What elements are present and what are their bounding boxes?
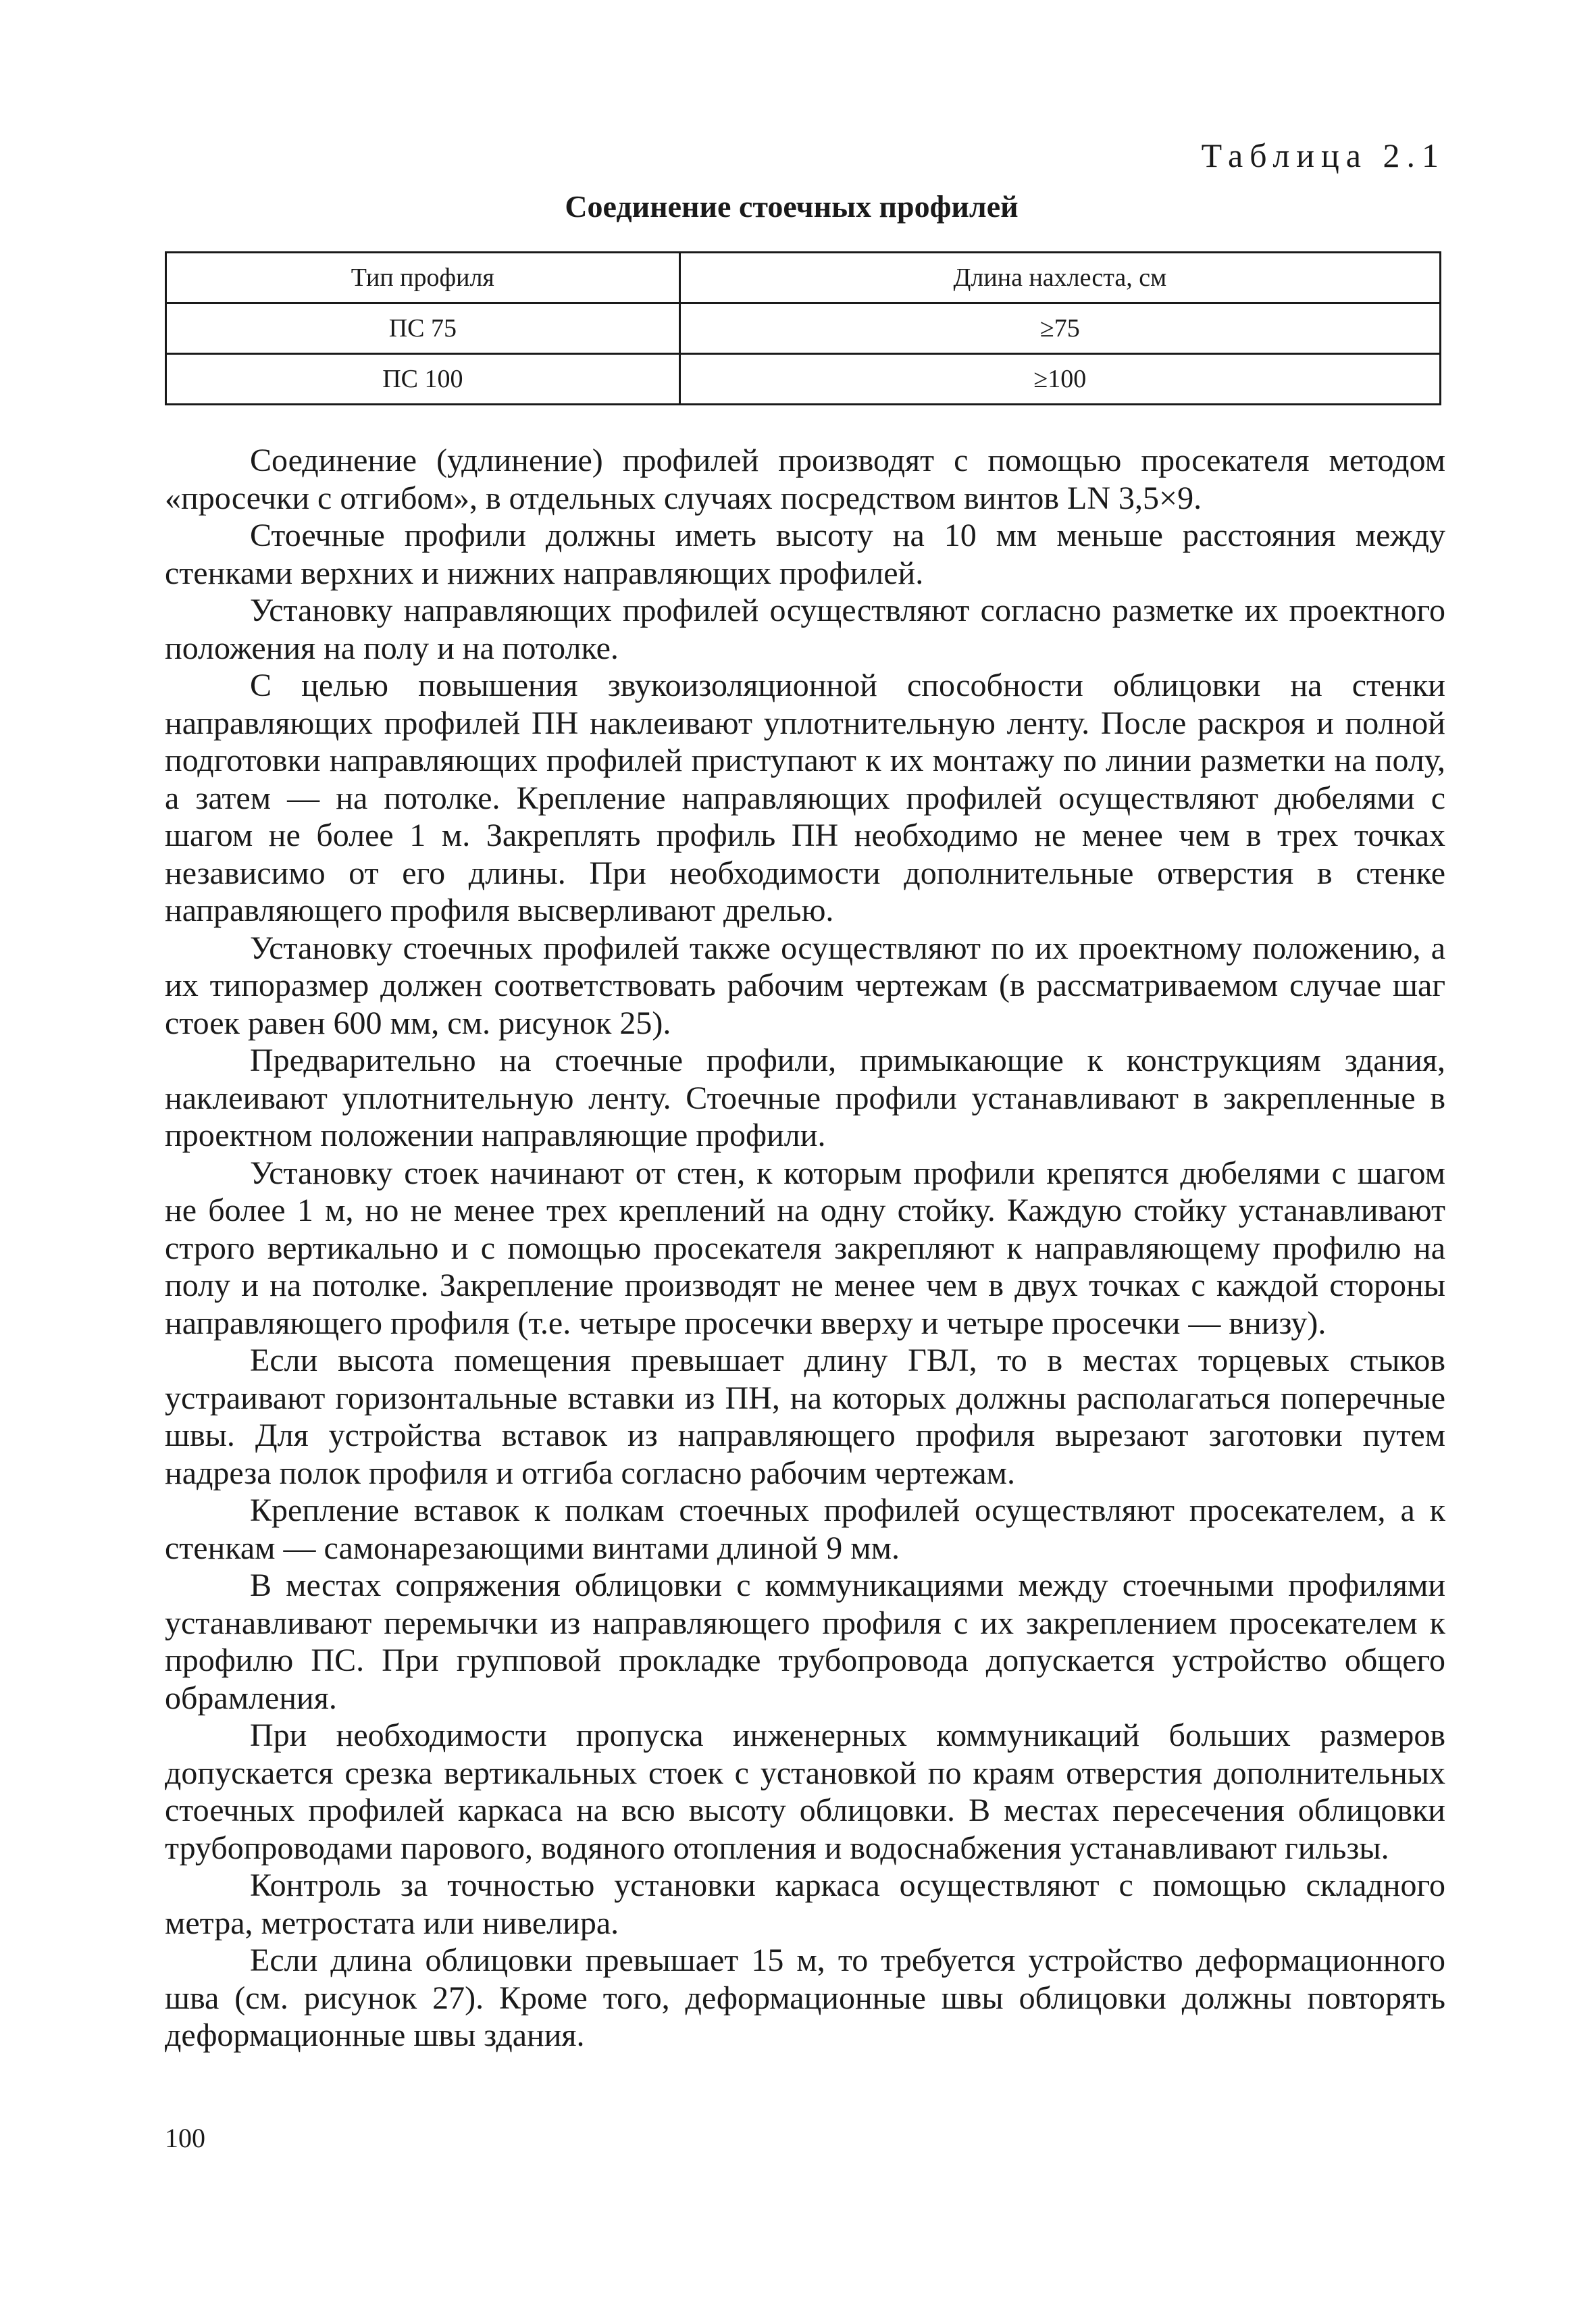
paragraph: Крепление вставок к полкам стоечных профилей осуществляют просекателем, а к стенкам — самонарезающими винтами длиной 9 мм. [165, 1492, 1445, 1566]
table-cell-profile-type: ПС 75 [166, 303, 680, 354]
table-number: Таблица 2.1 [1201, 136, 1445, 174]
table-row [166, 303, 1441, 354]
paragraph: Стоечные профили должны иметь высоту на 10 мм меньше расстояния между стенками верхних и нижних направляющих профилей. [165, 518, 1445, 591]
paragraph: Контроль за точностью установки каркаса осуществляют с помощью складного метра, метростата или нивелира. [165, 1867, 1445, 1941]
paragraph: При необходимости пропуска инженерных коммуникаций больших размеров допускается срезка вертикальных стоек с установкой по краям отверстия дополнительных стоечных профилей каркаса на всю высоту облицовки. В местах пересечения облицовки трубопроводами парового, водяного отопления и водоснабжения устанавливают гильзы. [165, 1717, 1445, 1866]
table-row [166, 354, 1441, 405]
paragraph: Установку стоечных профилей также осуществляют по их проектному положению, а их типоразмер должен соответствовать рабочим чертежам (в рассматриваемом случае шаг стоек равен 600 мм, см. рисунок 25). [165, 930, 1445, 1041]
paragraph: С целью повышения звукоизоляционной способности облицовки на стенки направляющих профилей ПН наклеивают уплотнительную ленту. После раскроя и полной подготовки направляющих профилей приступают к их монтажу по линии разметки на полу, а затем — на потолке. Крепление направляющих профилей осуществляют дюбелями с шагом не более 1 м. Закреплять профиль ПН необходимо не менее чем в трех точках независимо от его длины. При необходимости дополнительные отверстия в стенке направляющего профиля высверливают дрелью. [165, 668, 1445, 928]
paragraph: Установку стоек начинают от стен, к которым профили крепятся дюбелями с шагом не более 1 м, но не менее трех креплений на одну стойку. Каждую стойку устанавливают строго вертикально и с помощью просекателя закрепляют к направляющему профилю на полу и на потолке. Закрепление производят не менее чем в двух точках с каждой стороны направляющего профиля (т.е. четыре просечки вверху и четыре просечки — внизу). [165, 1155, 1445, 1341]
paragraph: Если высота помещения превышает длину ГВЛ, то в местах торцевых стыков устраивают горизонтальные вставки из ПН, на которых должны располагаться поперечные швы. Для устройства вставок из направляющего профиля вырезают заготовки путем надреза полок профиля и отгиба согласно рабочим чертежам. [165, 1342, 1445, 1491]
profile-connection-table [165, 251, 1441, 405]
body-text [165, 442, 1445, 2055]
table-title: Соединение стоечных профилей [565, 189, 1019, 224]
paragraph: Установку направляющих профилей осуществляют согласно разметке их проектного положения на полу и на потолке. [165, 593, 1445, 666]
document-page [165, 135, 1445, 2055]
paragraph: Если длина облицовки превышает 15 м, то требуется устройство деформационного шва (см. рисунок 27). Кроме того, деформационные швы облицовки должны повторять деформационные швы здания. [165, 1942, 1445, 2053]
table-header-row [166, 253, 1441, 303]
page-number: 100 [165, 2123, 205, 2153]
paragraph: В местах сопряжения облицовки с коммуникациями между стоечными профилями устанавливают перемычки из направляющего профиля с их закреплением просекателем к профилю ПС. При групповой прокладке трубопровода допускается устройство общего обрамления. [165, 1567, 1445, 1716]
table-cell-overlap-length: ≥100 [679, 354, 1440, 405]
column-header-overlap-length: Длина нахлеста, см [679, 253, 1440, 303]
table-cell-profile-type: ПС 100 [166, 354, 680, 405]
column-header-profile-type: Тип профиля [166, 253, 680, 303]
paragraph: Соединение (удлинение) профилей производят с помощью просекателя методом «просечки с отгибом», в отдельных случаях посредством винтов LN 3,5×9. [165, 443, 1445, 516]
table-cell-overlap-length: ≥75 [679, 303, 1440, 354]
paragraph: Предварительно на стоечные профили, примыкающие к конструкциям здания, наклеивают уплотнительную ленту. Стоечные профили устанавливают в закрепленные в проектном положении направляющие профили. [165, 1042, 1445, 1153]
